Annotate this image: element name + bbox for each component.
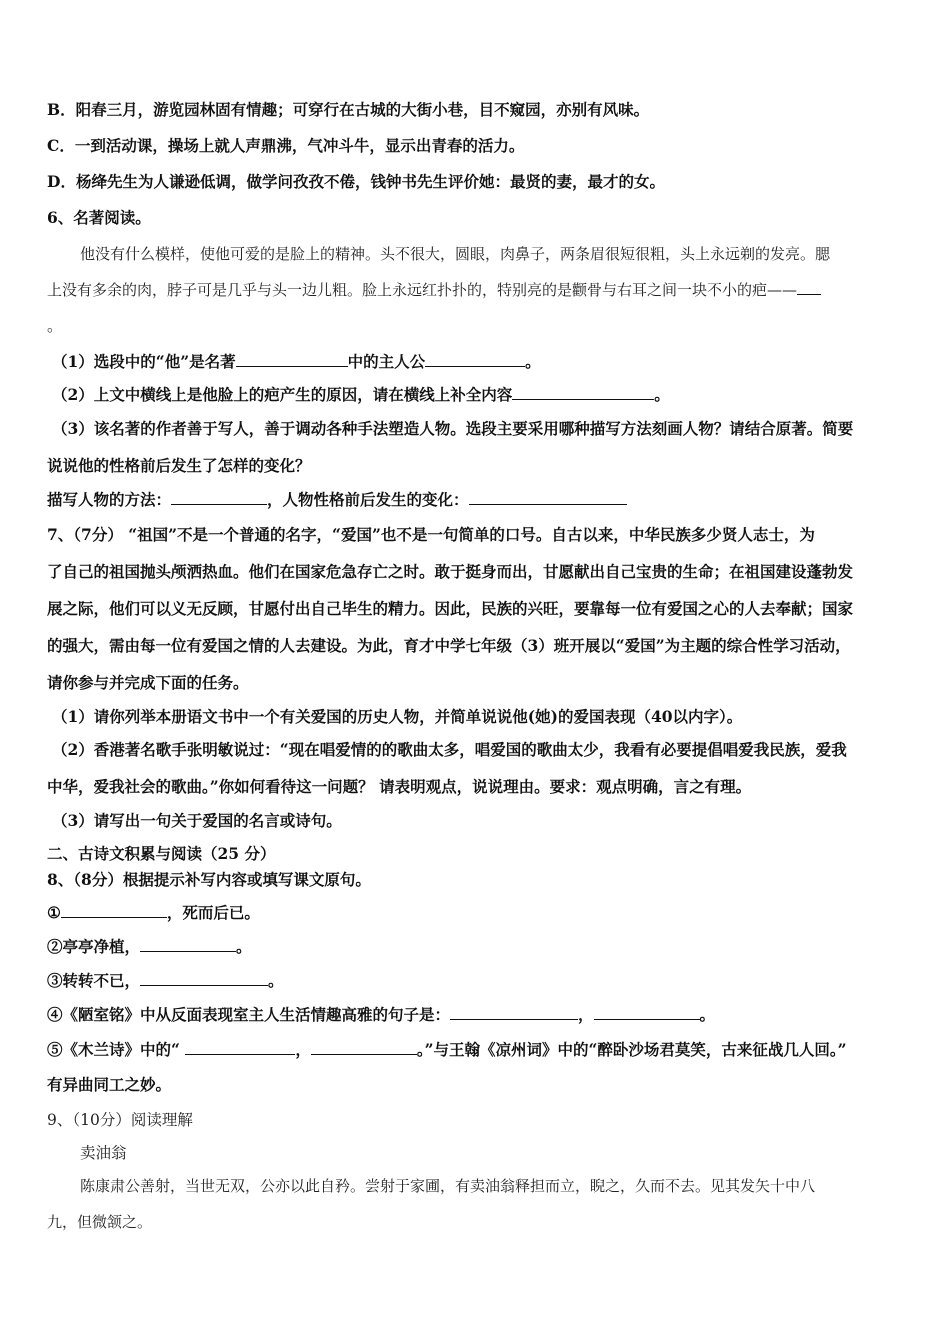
q8-item-2-text: ②亭亭净植， <box>47 937 141 956</box>
q8-item-4 <box>47 1005 940 1025</box>
q8-item-1-num: ① <box>47 903 61 922</box>
q6-sub-1-text: （1）选段中的“他”是名著 <box>52 352 236 371</box>
q7-task-2-line-2: 中华，爱我社会的歌曲。”你如何看待这一问题？ 请表明观点，说说理由。要求：观点明确，言之有理。 <box>47 777 752 796</box>
q6-blank-book[interactable] <box>236 352 348 367</box>
q8-item-2-end: 。 <box>236 937 252 956</box>
q6-sub-2 <box>52 385 940 405</box>
q6-passage-line-2: 上没有多余的肉，脖子可是几乎与头一边儿粗。脸上永远红扑扑的，特别亮的是颧骨与右耳之间一块不小的疤—— <box>47 281 798 299</box>
q8-blank-4a[interactable] <box>450 1005 578 1020</box>
question-6-title: 6、名著阅读。 <box>47 208 151 227</box>
q7-task-2-line-1: （2）香港著名歌手张明敏说过：“现在唱爱情的的歌曲太多，唱爱国的歌曲太少，我看有必要提倡唱爱我民族，爱我 <box>52 740 847 759</box>
section-2-heading: 二、古诗文积累与阅读（25 分） <box>47 844 276 863</box>
option-b: B．阳春三月，游览园林固有情趣；可穿行在古城的大街小巷，目不窥园，亦别有风味。 <box>47 100 650 119</box>
q9-title: 9、（10分）阅读理解 <box>47 1111 193 1129</box>
q7-line-3: 展之际，他们可以义无反顾，甘愿付出自己毕生的精力。因此，民族的兴旺，要靠每一位有爱国之心的人去奉献；国家 <box>47 599 854 618</box>
q8-item-4-comma: ， <box>578 1005 594 1024</box>
q7-line-5: 请你参与并完成下面的任务。 <box>47 673 249 692</box>
q6-blank-change[interactable] <box>469 490 627 505</box>
q6-passage-line-1: 他没有什么模样，使他可爱的是脸上的精神。头不很大，圆眼，肉鼻子，两条眉很短很粗，头上永远剃的发亮。腮 <box>80 245 831 263</box>
q6-answer-line <box>47 490 940 510</box>
q6-blank-scar[interactable] <box>797 280 821 295</box>
q8-blank-2[interactable] <box>140 937 236 952</box>
q6-sub-3-line-1: （3）该名著的作者善于写人，善于调动各种手法塑造人物。选段主要采用哪种描写方法刻画人物？请结合原著。简要 <box>52 419 854 438</box>
q9-passage-line-1: 陈康肃公善射，当世无双，公亦以此自矜。尝射于家圃，有卖油翁释担而立，睨之，久而不去。见其发矢十中八 <box>80 1177 816 1195</box>
q6-sub-3-line-2: 说说他的性格前后发生了怎样的变化？ <box>47 456 311 475</box>
option-d: D．杨绛先生为人谦逊低调，做学问孜孜不倦，钱钟书先生评价她：最贤的妻，最才的女。 <box>47 172 665 191</box>
q8-item-3 <box>47 971 940 991</box>
q6-blank-hero[interactable] <box>425 352 525 367</box>
q6-answer-label-2: ，人物性格前后发生的变化： <box>267 490 469 509</box>
q6-sub-1-text-2: 中的主人公 <box>347 352 426 371</box>
q8-blank-5b[interactable] <box>311 1040 417 1055</box>
q7-line-4: 的强大，需由每一位有爱国之情的人去建设。为此，育才中学七年级（3）班开展以“爱国”为主题的综合性学习活动， <box>47 636 851 655</box>
q9-passage-title: 卖油翁 <box>80 1144 127 1162</box>
q9-passage-line-2: 九，但微颔之。 <box>47 1213 153 1231</box>
q8-item-3-text: ③转转不已， <box>47 971 141 990</box>
q6-answer-label-1: 描写人物的方法： <box>47 490 172 509</box>
q6-sub-1 <box>52 352 940 372</box>
q8-title: 8、（8分）根据提示补写内容或填写课文原句。 <box>47 870 371 889</box>
q8-item-5 <box>47 1040 940 1060</box>
q7-task-3: （3）请写出一句关于爱国的名言或诗句。 <box>52 811 342 830</box>
q8-item-5-comma: ， <box>295 1040 311 1059</box>
q8-blank-4b[interactable] <box>594 1005 700 1020</box>
q8-item-5-text: ⑤《木兰诗》中的“ <box>47 1040 186 1059</box>
q8-item-1 <box>47 903 940 923</box>
q8-item-3-end: 。 <box>268 971 284 990</box>
q6-passage-line-3: 。 <box>47 317 63 335</box>
q8-blank-3[interactable] <box>140 971 268 986</box>
q6-sub-1-text-3: 。 <box>525 352 541 371</box>
q8-blank-5a[interactable] <box>185 1040 295 1055</box>
option-c: C．一到活动课，操场上就人声鼎沸，气冲斗牛，显示出青春的活力。 <box>47 136 525 155</box>
q8-blank-1[interactable] <box>61 903 167 918</box>
q6-passage-line-2-row <box>47 280 940 300</box>
q6-sub-2-text: （2）上文中横线上是他脸上的疤产生的原因，请在横线上补全内容 <box>52 385 513 404</box>
q7-task-1: （1）请你列举本册语文书中一个有关爱国的历史人物，并简单说说他(她)的爱国表现（40以内字）。 <box>52 707 743 726</box>
q6-sub-2-text-2: 。 <box>654 385 670 404</box>
q8-item-4-text: ④《陋室铭》中从反面表现室主人生活情趣高雅的句子是： <box>47 1005 451 1024</box>
q7-line-1: 7、（7分） “祖国”不是一个普通的名字，“爱国”也不是一句简单的口号。自古以来，中华民族多少贤人志士，为 <box>47 525 815 544</box>
q8-item-5-text-2: 。”与王翰《凉州词》中的“醉卧沙场君莫笑，古来征战几人回。” <box>416 1040 847 1059</box>
q8-item-2 <box>47 937 940 957</box>
q6-blank-reason[interactable] <box>512 385 654 400</box>
q6-blank-method[interactable] <box>171 490 267 505</box>
q8-item-1-text: ，死而后已。 <box>166 903 260 922</box>
q8-item-4-end: 。 <box>699 1005 716 1024</box>
q8-item-5-line-2: 有异曲同工之妙。 <box>47 1075 172 1094</box>
q7-line-2: 了自己的祖国抛头颅洒热血。他们在国家危急存亡之时。敢于挺身而出，甘愿献出自己宝贵的生命；在祖国建设蓬勃发 <box>47 562 854 581</box>
